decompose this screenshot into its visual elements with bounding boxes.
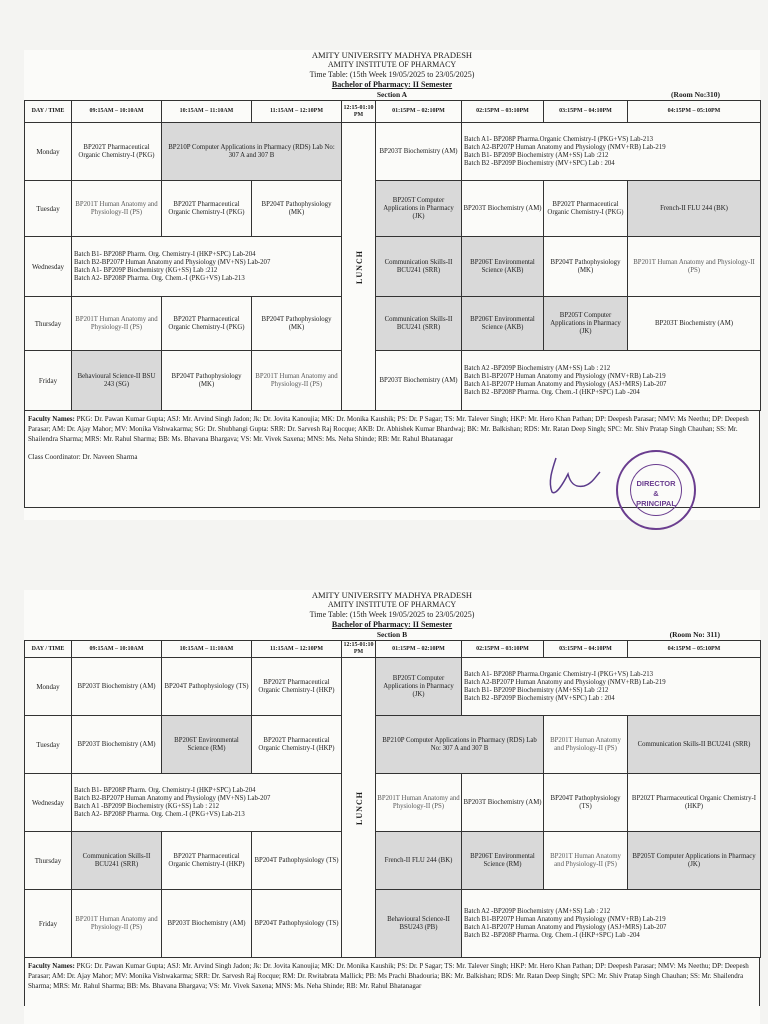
cell-slot-5: BP201T Human Anatomy and Physiology-II (PS) <box>376 774 462 832</box>
cell-slot-2: BP206T Environmental Science (RM) <box>162 716 252 774</box>
header-row <box>25 641 761 658</box>
cell-slot-2: BP203T Biochemistry (AM) <box>162 890 252 958</box>
row-tuesday <box>25 181 761 237</box>
batch-line: Batch B1-BP207P Human Anatomy and Physiology (NMV+RB) Lab-219 <box>464 915 666 923</box>
cell-slot-6: BP203T Biochemistry (AM) <box>462 181 544 237</box>
university-name: AMITY UNIVERSITY MADHYA PRADESH <box>311 590 473 600</box>
header-day-time: DAY / TIME <box>25 101 72 123</box>
cell-slot-3: BP204T Pathophysiology (MK) <box>252 297 342 351</box>
cell-slot-5: BP205T Computer Applications in Pharmacy (JK) <box>376 181 462 237</box>
lunch-column <box>342 123 376 411</box>
day-label: Friday <box>25 351 72 411</box>
day-label: Thursday <box>25 297 72 351</box>
row-wednesday <box>25 237 761 297</box>
batch-line: Batch B2 -BP208P Pharma. Org. Chem.-I (HKP+SPC) Lab -204 <box>464 388 640 396</box>
day-label: Tuesday <box>25 716 72 774</box>
cell-slot-7: BP202T Pharmaceutical Organic Chemistry-I (PKG) <box>544 181 628 237</box>
day-label: Wednesday <box>25 774 72 832</box>
cell-slot-2-3: BP210P Computer Applications in Pharmacy (RDS) Lab No: 307 A and 307 B <box>162 123 342 181</box>
cell-slot-7: BP205T Computer Applications in Pharmacy (JK) <box>544 297 628 351</box>
header-slot-1: 09:15AM – 10:10AM <box>72 641 162 658</box>
header-lunch-slot: 12:15-01:10 PM <box>342 641 376 658</box>
day-label: Monday <box>25 123 72 181</box>
university-name: AMITY UNIVERSITY MADHYA PRADESH <box>311 50 473 60</box>
header-slot-6: 02:15PM – 03:10PM <box>462 641 544 658</box>
batch-line: Batch B2 -BP209P Biochemistry (MV+SPC) Lab : 204 <box>464 694 615 702</box>
header-day-time: DAY / TIME <box>25 641 72 658</box>
cell-slot-5-6: BP210P Computer Applications in Pharmacy (RDS) Lab No: 307 A and 307 B <box>376 716 544 774</box>
cell-slot-1: BP203T Biochemistry (AM) <box>72 716 162 774</box>
cell-slot-1: BP201T Human Anatomy and Physiology-II (PS) <box>72 181 162 237</box>
cell-slot-5: BP203T Biochemistry (AM) <box>376 351 462 411</box>
cell-slot-7: BP204T Pathophysiology (TS) <box>544 774 628 832</box>
header-row <box>25 101 761 123</box>
cell-slot-1: Behavioural Science-II BSU 243 (SG) <box>72 351 162 411</box>
batch-line: Batch A1- BP209P Biochemistry (KG+SS) Lab :212 <box>74 266 218 274</box>
cell-slot-3: BP204T Pathophysiology (TS) <box>252 890 342 958</box>
batch-line: Batch A1-BP207P Human Anatomy and Physiology (ASJ+MRS) Lab-207 <box>464 380 667 388</box>
cell-slot-2: BP202T Pharmaceutical Organic Chemistry-I (PKG) <box>162 181 252 237</box>
batch-cell <box>462 658 761 716</box>
timetable-section-b <box>24 590 760 1024</box>
cell-slot-7: BP204T Pathophysiology (MK) <box>544 237 628 297</box>
footer-b <box>24 958 760 1006</box>
stamp-line: DIRECTOR <box>636 479 676 488</box>
timetable-section-a <box>24 50 760 520</box>
director-stamp-icon <box>616 450 696 530</box>
section-label: Section B <box>376 630 408 639</box>
header-b <box>24 590 760 630</box>
batch-line: Batch B1- BP208P Pharm. Org. Chemistry-I (HKP+SPC) Lab-204 <box>74 250 256 258</box>
cell-slot-7: BP201T Human Anatomy and Physiology-II (PS) <box>544 832 628 890</box>
day-label: Friday <box>25 890 72 958</box>
stamp-inner <box>630 464 682 516</box>
day-label: Wednesday <box>25 237 72 297</box>
batch-line: Batch B1-BP207P Human Anatomy and Physiology (NMV+RB) Lab-219 <box>464 372 666 380</box>
header-slot-7: 03:15PM – 04:10PM <box>544 101 628 123</box>
batch-cell <box>462 123 761 181</box>
day-label: Tuesday <box>25 181 72 237</box>
cell-slot-5: BP205T Computer Applications in Pharmacy (JK) <box>376 658 462 716</box>
section-line-a <box>24 90 760 100</box>
batch-cell <box>72 774 342 832</box>
cell-slot-2: BP204T Pathophysiology (MK) <box>162 351 252 411</box>
cell-slot-6: BP203T Biochemistry (AM) <box>462 774 544 832</box>
cell-slot-5: Behavioural Science-II BSU243 (PB) <box>376 890 462 958</box>
header-slot-3: 11:15AM – 12:10PM <box>252 641 342 658</box>
cell-slot-1: BP203T Biochemistry (AM) <box>72 658 162 716</box>
batch-line: Batch B2 -BP208P Pharma. Org. Chem.-I (HKP+SPC) Lab -204 <box>464 931 640 939</box>
row-tuesday <box>25 716 761 774</box>
header-lunch-slot: 12:15-01:10 PM <box>342 101 376 123</box>
header-slot-7: 03:15PM – 04:10PM <box>544 641 628 658</box>
faculty-names: PKG: Dr. Pawan Kumar Gupta; ASJ: Mr. Arvind Singh Jadon; Jk: Dr. Jovita Kanoujia; MK: Dr. Monika Kaushik; PS: Dr. P Sagar; TS: Mr. Talever Singh; HKP: Mr. Hero Khan Pathan; DP: Deepesh Parasar; NMV: Ms Neethu; DP: Deepesh Parasar; AM: Dr. Ajay Mahor; MV: Monika Vishwakarma; SRR: Dr. Sarvesh Raj Rocque; RM: Dr. Rwitabrata Mallick; PB: Ms Prachi Bhadouria; BK: Mr. Balkishan; RDS: Mr. Ratan Deep Singh; SPC: Mr. Shiv Pratap Singh Chauhan; SS: Mr. Shailendra Sharma; MRS: Mr. Rahul Sharma; BB: Ms. Bhavana Bhargava; VS: Mr. Vivek Saxena; MNS: Ms. Neha Shinde; RB: Mr. Rahul Bhatanagar <box>28 962 749 990</box>
batch-line: Batch A2 -BP209P Biochemistry (AM+SS) Lab : 212 <box>464 364 611 372</box>
batch-line: Batch A1- BP208P Pharma.Organic Chemistry-I (PKG+VS) Lab-213 <box>464 135 654 143</box>
program-semester: Bachelor of Pharmacy: II Semester <box>331 620 453 629</box>
cell-slot-5: French-II FLU 244 (BK) <box>376 832 462 890</box>
batch-line: Batch B2-BP207P Human Anatomy and Physiology (MV+NS) Lab-207 <box>74 794 271 802</box>
room-label: (Room No:310) <box>671 90 720 99</box>
batch-line: Batch A1-BP207P Human Anatomy and Physiology (ASJ+MRS) Lab-207 <box>464 923 667 931</box>
batch-line: Batch B1- BP209P Biochemistry (AM+SS) Lab :212 <box>464 686 609 694</box>
lunch-label: LUNCH <box>354 249 364 284</box>
row-friday <box>25 351 761 411</box>
cell-slot-3: BP204T Pathophysiology (MK) <box>252 181 342 237</box>
header-slot-5: 01:15PM – 02:10PM <box>376 101 462 123</box>
row-wednesday <box>25 774 761 832</box>
section-label: Section A <box>376 90 408 99</box>
row-friday <box>25 890 761 958</box>
cell-slot-2: BP202T Pharmaceutical Organic Chemistry-I (PKG) <box>162 297 252 351</box>
cell-slot-8: Communication Skills-II BCU241 (SRR) <box>628 716 761 774</box>
cell-slot-5: Communication Skills-II BCU241 (SRR) <box>376 237 462 297</box>
batch-cell <box>462 351 761 411</box>
header-slot-6: 02:15PM – 03:10PM <box>462 101 544 123</box>
cell-slot-3: BP204T Pathophysiology (TS) <box>252 832 342 890</box>
institute-name: AMITY INSTITUTE OF PHARMACY <box>327 60 457 69</box>
batch-line: Batch B2 -BP209P Biochemistry (MV+SPC) Lab : 204 <box>464 159 615 167</box>
timetable-week: Time Table: (15th Week 19/05/2025 to 23/05/2025) <box>309 610 475 619</box>
header-slot-3: 11:15AM – 12:10PM <box>252 101 342 123</box>
header-slot-2: 10:15AM – 11:10AM <box>162 641 252 658</box>
cell-slot-1: BP201T Human Anatomy and Physiology-II (PS) <box>72 297 162 351</box>
header-slot-1: 09:15AM – 10:10AM <box>72 101 162 123</box>
class-coordinator: Class Coordinator: Dr. Naveen Sharma <box>28 453 138 461</box>
program-semester: Bachelor of Pharmacy: II Semester <box>331 80 453 89</box>
batch-cell <box>72 237 342 297</box>
batch-cell <box>462 890 761 958</box>
batch-line: Batch A2-BP207P Human Anatomy and Physiology (NMV+RB) Lab-219 <box>464 143 666 151</box>
row-monday <box>25 123 761 181</box>
cell-slot-8: French-II FLU 244 (BK) <box>628 181 761 237</box>
lunch-column <box>342 658 376 958</box>
batch-line: Batch B2-BP207P Human Anatomy and Physiology (MV+NS) Lab-207 <box>74 258 271 266</box>
cell-slot-2: BP202T Pharmaceutical Organic Chemistry-I (HKP) <box>162 832 252 890</box>
batch-line: Batch A1- BP208P Pharma.Organic Chemistry-I (PKG+VS) Lab-213 <box>464 670 654 678</box>
cell-slot-3: BP202T Pharmaceutical Organic Chemistry-I (HKP) <box>252 658 342 716</box>
cell-slot-3: BP201T Human Anatomy and Physiology-II (PS) <box>252 351 342 411</box>
faculty-label: Faculty Names: <box>28 962 75 970</box>
faculty-names: PKG: Dr. Pawan Kumar Gupta; ASJ: Mr. Arvind Singh Jadon; Jk: Dr. Jovita Kanoujia; MK: Dr. Monika Kaushik; PS: Dr. P Sagar; TS: Mr. Talever Singh; HKP: Mr. Hero Khan Pathan; DP: Deepesh Parasar; NMV: Ms Neethu; DP: Deepesh Parasar; AM: Dr. Ajay Mahor; MV: Monika Vishwakarma; SG: Dr. Shubhangi Gupta: SRR: Dr. Sarvesh Raj Rocque; AKB: Dr. Abhishek Kumar Bhardwaj; BK: Mr. Balkishan; RDS: Mr. Ratan Deep Singh; SPC: Mr. Shiv Pratap Singh Chauhan; SS: Mr. Shailendra Sharma; MRS: Mr. Rahul Sharma; BB: Ms. Bhavana Bhargava; VS: Mr. Vivek Saxena; MNS: Ms. Neha Shinde; RB: Mr. Rahul Bhatanagar <box>28 415 749 443</box>
cell-slot-6: BP206T Environmental Science (AKB) <box>462 237 544 297</box>
row-monday <box>25 658 761 716</box>
lunch-label: LUNCH <box>354 790 364 825</box>
cell-slot-8: BP202T Pharmaceutical Organic Chemistry-I (HKP) <box>628 774 761 832</box>
cell-slot-1: BP201T Human Anatomy and Physiology-II (PS) <box>72 890 162 958</box>
batch-line: Batch A2- BP208P Pharma. Org. Chem.-I (PKG+VS) Lab-213 <box>74 810 245 818</box>
header-slot-8: 04:15PM – 05:10PM <box>628 101 761 123</box>
row-thursday <box>25 297 761 351</box>
header-slot-5: 01:15PM – 02:10PM <box>376 641 462 658</box>
section-line-b <box>24 630 760 640</box>
signature-icon <box>534 452 604 502</box>
cell-slot-6: BP206T Environmental Science (AKB) <box>462 297 544 351</box>
cell-slot-5: Communication Skills-II BCU241 (SRR) <box>376 297 462 351</box>
timetable-week: Time Table: (15th Week 19/05/2025 to 23/05/2025) <box>309 70 475 79</box>
batch-line: Batch A2- BP208P Pharma. Org. Chem.-I (PKG+VS) Lab-213 <box>74 274 245 282</box>
header-a <box>24 50 760 90</box>
institute-name: AMITY INSTITUTE OF PHARMACY <box>327 600 457 609</box>
cell-slot-1: BP202T Pharmaceutical Organic Chemistry-I (PKG) <box>72 123 162 181</box>
day-label: Thursday <box>25 832 72 890</box>
batch-line: Batch A2-BP207P Human Anatomy and Physiology (NMV+RB) Lab-219 <box>464 678 666 686</box>
day-label: Monday <box>25 658 72 716</box>
cell-slot-6: BP206T Environmental Science (RM) <box>462 832 544 890</box>
timetable-grid-a <box>24 100 761 411</box>
row-thursday <box>25 832 761 890</box>
timetable-grid-b <box>24 640 761 958</box>
batch-line: Batch A1 -BP209P Biochemistry (KG+SS) Lab : 212 <box>74 802 219 810</box>
cell-slot-3: BP202T Pharmaceutical Organic Chemistry-I (HKP) <box>252 716 342 774</box>
cell-slot-2: BP204T Pathophysiology (TS) <box>162 658 252 716</box>
stamp-line: & <box>653 489 659 498</box>
batch-line: Batch A2 -BP209P Biochemistry (AM+SS) Lab : 212 <box>464 907 611 915</box>
batch-line: Batch B1- BP209P Biochemistry (AM+SS) Lab :212 <box>464 151 609 159</box>
stamp-line: PRINCIPAL <box>636 499 676 508</box>
room-label: (Room No: 311) <box>669 630 720 639</box>
cell-slot-5: BP203T Biochemistry (AM) <box>376 123 462 181</box>
cell-slot-1: Communication Skills-II BCU241 (SRR) <box>72 832 162 890</box>
batch-line: Batch B1- BP208P Pharm. Org. Chemistry-I (HKP+SPC) Lab-204 <box>74 786 256 794</box>
cell-slot-8: BP205T Computer Applications in Pharmacy (JK) <box>628 832 761 890</box>
header-slot-8: 04:15PM – 05:10PM <box>628 641 761 658</box>
cell-slot-7: BP201T Human Anatomy and Physiology-II (PS) <box>544 716 628 774</box>
cell-slot-8: BP201T Human Anatomy and Physiology-II (PS) <box>628 237 761 297</box>
cell-slot-8: BP203T Biochemistry (AM) <box>628 297 761 351</box>
faculty-label: Faculty Names: <box>28 415 75 423</box>
header-slot-2: 10:15AM – 11:10AM <box>162 101 252 123</box>
